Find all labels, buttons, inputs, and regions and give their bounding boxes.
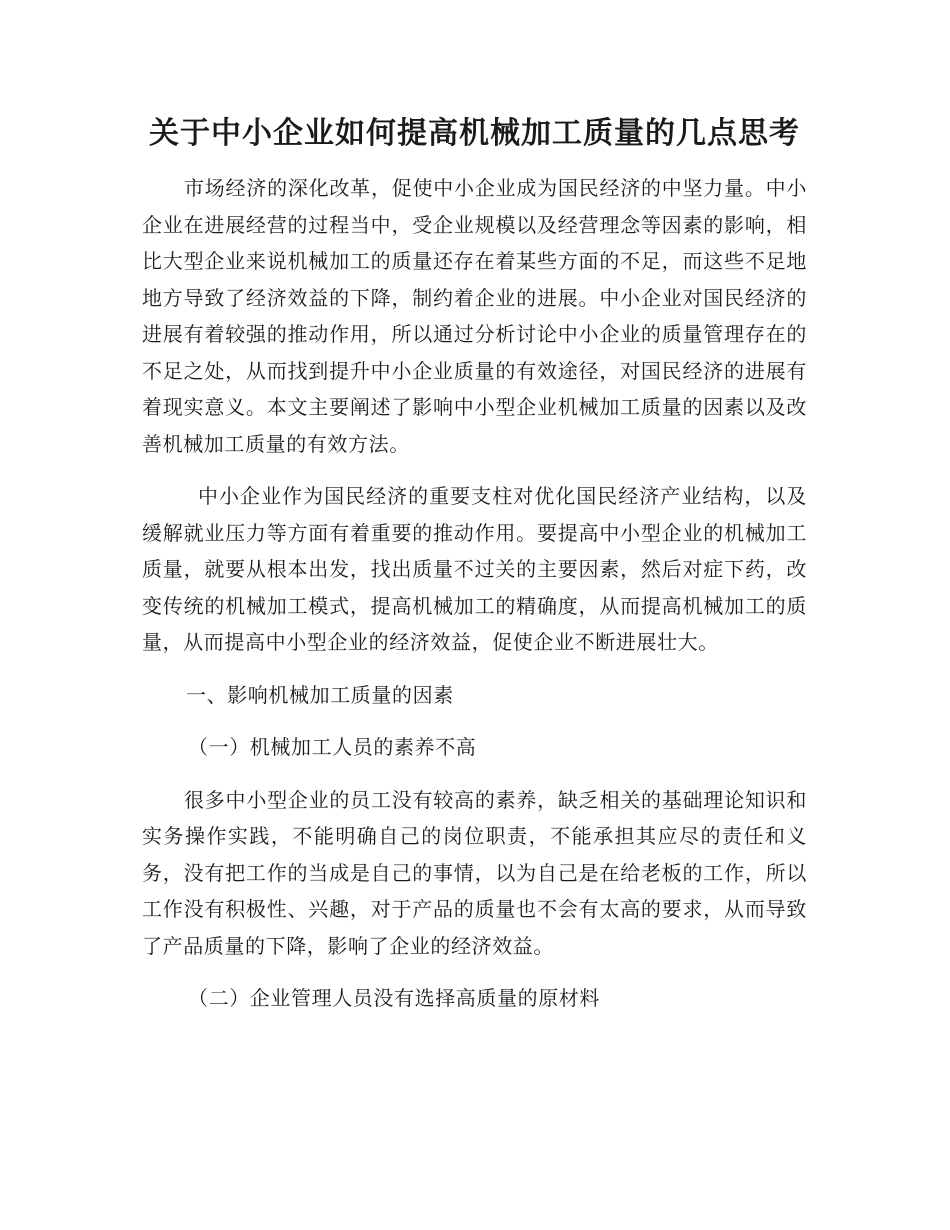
document-title: 关于中小企业如何提高机械加工质量的几点思考	[149, 116, 800, 151]
intro-paragraph: 市场经济的深化改革，促使中小企业成为国民经济的中坚力量。中小企业在进展经营的过程当中，受企业规模以及经营理念等因素的影响，相比大型企业来说机械加工的质量还存在着某些方面的不足，而这些不足地地方导致了经济效益的下降，制约着企业的进展。中小企业对国民经济的进展有着较强的推动作用，所以通过分析讨论中小企业的质量管理存在的不足之处，从而找到提升中小企业质量的有效途径，对国民经济的进展有着现实意义。本文主要阐述了影响中小型企业机械加工质量的因素以及改善机械加工质量的有效方法。	[142, 176, 807, 456]
background-paragraph: 中小企业作为国民经济的重要支柱对优化国民经济产业结构，以及缓解就业压力等方面有着重要的推动作用。要提高中小型企业的机械加工质量，就要从根本出发，找出质量不过关的主要因素，然后对症下药，改变传统的机械加工模式，提高机械加工的精确度，从而提高机械加工的质量，从而提高中小型企业的经济效益，促使企业不断进展壮大。	[142, 484, 807, 654]
document-page	[142, 112, 807, 1033]
subsection-paragraph: 很多中小型企业的员工没有较高的素养，缺乏相关的基础理论知识和实务操作实践，不能明确自己的岗位职责，不能承担其应尽的责任和义务，没有把工作的当成是自己的事情，以为自己是在给老板的工作，所以工作没有积极性、兴趣，对于产品的质量也不会有太高的要求，从而导致了产品质量的下降，影响了企业的经济效益。	[142, 787, 807, 958]
subsection-heading: （二）企业管理人员没有选择高质量的原材料	[188, 986, 600, 1010]
subsection-heading: （一）机械加工人员的素养不高	[188, 735, 477, 759]
section-heading: 一、影响机械加工质量的因素	[186, 682, 454, 707]
